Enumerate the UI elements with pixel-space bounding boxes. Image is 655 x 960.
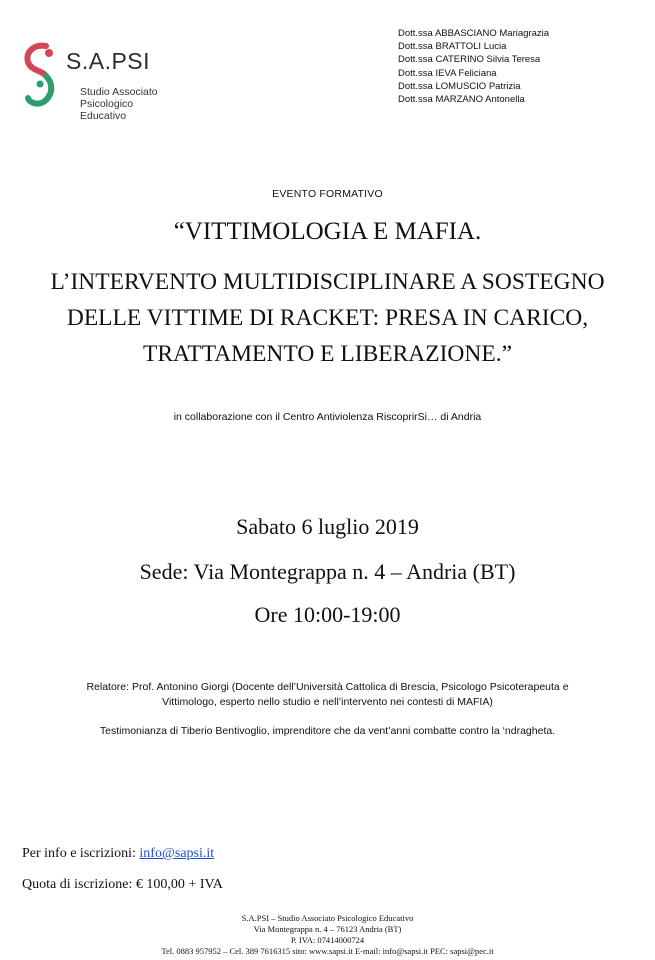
info-label: Per info e iscrizioni: (22, 846, 140, 861)
footer-line: Tel. 0883 957952 – Cel. 389 7616315 sito: www.sapsi.it E-mail: info@sapsi.it PEC: sapsi@pec.it (161, 946, 494, 956)
event-subtitle-line: L’INTERVENTO MULTIDISCIPLINARE A SOSTEGNO (50, 269, 605, 295)
fee-label: Quota di iscrizione: (22, 877, 136, 892)
footer-line: S.A.PSI – Studio Associato Psicologico Educativo (241, 913, 414, 923)
staff-item: Dott.ssa BRATTOLI Lucia (398, 41, 507, 53)
logo-subtitle-line1: Studio Associato (80, 86, 158, 98)
event-subtitle-line: TRATTAMENTO E LIBERAZIONE.” (142, 341, 513, 367)
testimony-note: Testimonianza di Tiberio Bentivoglio, imprenditore che da vent’anni combatte contro la ‘ndragheta. (99, 725, 556, 737)
sapsi-logo (22, 40, 182, 122)
logo-name: S.A.PSI (66, 48, 151, 74)
footer (0, 913, 655, 957)
event-date: Sabato 6 luglio 2019 (236, 514, 419, 539)
staff-list (398, 27, 549, 106)
speaker-info (0, 680, 655, 710)
fee-line (22, 877, 223, 893)
staff-item: Dott.ssa ABBASCIANO Mariagrazia (398, 28, 550, 39)
staff-item: Dott.ssa CATERINO Silvia Teresa (398, 54, 541, 66)
sapsi-logo-mark-icon (22, 40, 66, 112)
event-subtitle (0, 264, 655, 372)
footer-line: P. IVA: 07414000724 (290, 935, 365, 945)
event-subtitle-line: DELLE VITTIME DI RACKET: PRESA IN CARICO, (66, 305, 589, 331)
logo-subtitle-line2: Psicologico Educativo (80, 98, 134, 122)
staff-item: Dott.ssa LOMUSCIO Patrizia (398, 80, 521, 92)
event-title: “VITTIMOLOGIA E MAFIA. (173, 218, 482, 245)
footer-line: Via Montegrappa n. 4 – 76123 Andria (BT) (253, 924, 402, 934)
info-email-link[interactable]: info@sapsi.it (139, 846, 215, 861)
collaboration-note: in collaborazione con il Centro Antiviolenza RiscoprirSi… di Andria (173, 411, 482, 423)
event-venue: Sede: Via Montegrappa n. 4 – Andria (BT) (139, 559, 516, 584)
logo-subtitle (80, 86, 182, 122)
speaker-line: Relatore: Prof. Antonino Giorgi (Docente dell’Università Cattolica di Brescia, Psicologo Psicoterapeuta e (86, 681, 569, 693)
staff-item: Dott.ssa MARZANO Antonella (398, 94, 525, 106)
staff-item: Dott.ssa IEVA Feliciana (398, 67, 497, 79)
speaker-line: Vittimologo, esperto nello studio e nell’intervento nei contesti di MAFIA) (162, 696, 493, 708)
event-hours: Ore 10:00-19:00 (254, 602, 401, 627)
info-line (22, 846, 214, 862)
fee-value: € 100,00 + IVA (135, 877, 223, 892)
event-label: EVENTO FORMATIVO (272, 188, 383, 200)
